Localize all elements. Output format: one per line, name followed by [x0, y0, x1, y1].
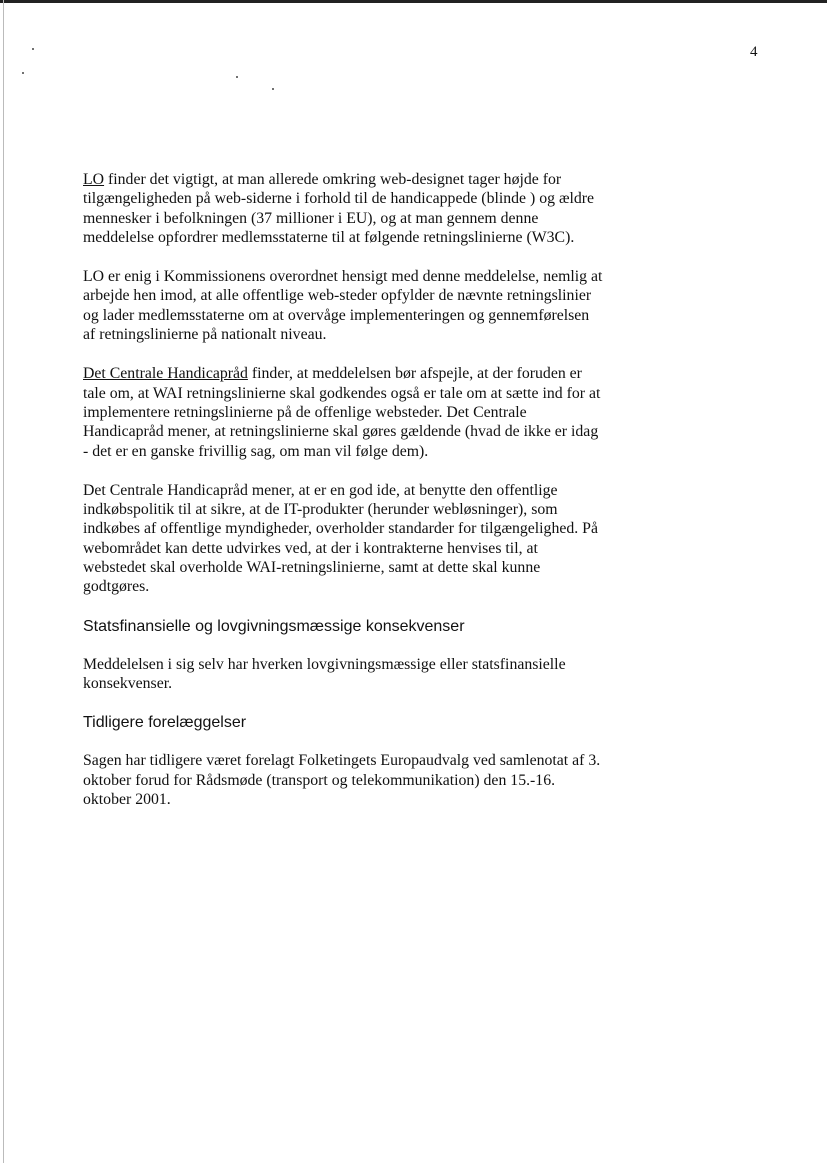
org-name-lo: LO [83, 171, 105, 188]
top-border [0, 0, 827, 3]
paragraph-previous: Sagen har tidligere været forelagt Folketingets Europaudvalg ved samlenotat af 3. oktober forud for Rådsmøde (transport og telekommunikation) den 15.-16. oktober 2001. [83, 752, 601, 808]
scan-speck [236, 76, 238, 78]
scan-speck [272, 88, 274, 90]
section-heading-consequences: Statsfinansielle og lovgivningsmæssige konsekvenser [83, 617, 465, 635]
scan-edge [3, 0, 4, 1163]
scan-speck [22, 72, 24, 74]
paragraph-handicapraad: Det Centrale Handicapråd finder, at meddelelsen bør afspejle, at der foruden er tale om, at WAI retningslinierne skal godkendes også er tale om at sætte ind for at implementere retningslinierne på de offenlige websteder. Det Centrale Handicapråd mener, at retningslinierne skal gøres gældende (hvad de ikke er idag - det er en ganske frivillig sag, om man vil følge dem). [83, 365, 601, 460]
page-number: 4 [750, 44, 758, 60]
paragraph-procurement: Det Centrale Handicapråd mener, at er en god ide, at benytte den offentlige indkøbspolitik til at sikre, at de IT-produkter (herunder webløsninger), som indkøbes af offentlige myndigheder, overholder standarder for tilgængelighed. På webområdet kan dette udvirkes ved, at der i kontrakterne henvises til, at webstedet skal overholde WAI-retningslinierne, samt at dette skal kunne godtgøres. [83, 481, 598, 596]
paragraph-lo-importance: LO finder det vigtigt, at man allerede omkring web-designet tager højde for tilgængeligheden på web-siderne i forhold til de handicappede (blinde ) og ældre mennesker i befolkningen (37 millioner i EU), og at man gennem denne meddelelse opfordrer medlemsstaterne til at følgende retningslinierne (W3C). [83, 171, 595, 246]
paragraph-consequences: Meddelelsen i sig selv har hverken lovgivningsmæssige eller statsfinansielle konsekvenser. [83, 655, 566, 692]
section-heading-previous: Tidligere forelæggelser [83, 714, 247, 732]
org-name-handicapraad: Det Centrale Handicapråd [83, 365, 248, 383]
scan-speck [32, 48, 34, 50]
document-body [83, 170, 603, 829]
paragraph-lo-agreement: LO er enig i Kommissionens overordnet hensigt med denne meddelelse, nemlig at arbejde hen imod, at alle offentlige web-steder opfylder de nævnte retningslinier og lader medlemsstaterne om at overvåge implementeringen og gennemførelsen af retningslinierne på nationalt niveau. [83, 268, 603, 344]
